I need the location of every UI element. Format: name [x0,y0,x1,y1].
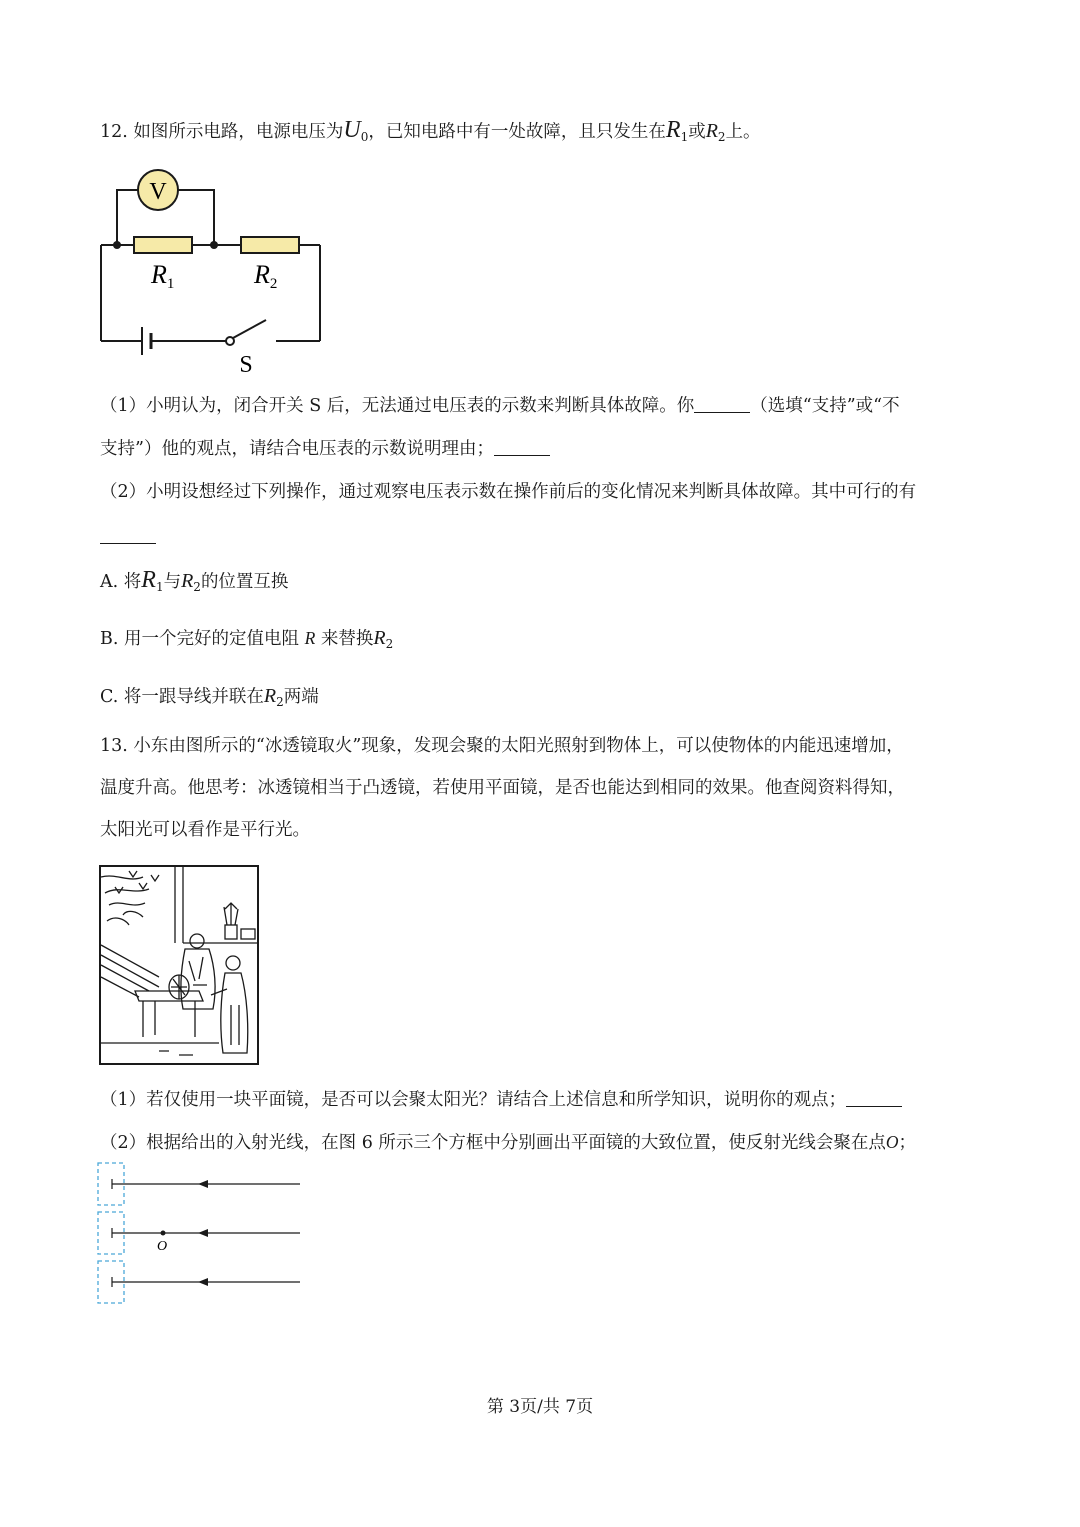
var-r1: R [665,117,681,143]
answer-blank[interactable] [846,1090,902,1107]
q13-line2: 温度升高。他思考：冰透镜相当于凸透镜，若使用平面镜，是否也能达到相同的效果。他查阅资料得知， [100,778,905,798]
point-o-ref: O [885,1132,899,1152]
ray-arrow [198,1180,208,1188]
answer-blank[interactable] [494,439,550,456]
q13-part1 [100,1088,902,1112]
option-b-pre: B. 用一个完好的定值电阻 [100,629,299,649]
var-r2: R [705,120,718,142]
q13-p1-text: （1）若仅使用一块平面镜，是否可以会聚太阳光？请结合上述信息和所学知识，说明你的观点； [100,1090,847,1110]
var-u0: U [343,117,361,143]
q12-stem [100,118,761,149]
junction-dot [113,241,121,249]
mirror-diagram [96,1160,306,1308]
q12-stem-pre: 12. 如图所示电路，电源电压为 [100,122,344,142]
var-r2: R [181,570,194,592]
point-o [161,1231,166,1236]
option-c [100,684,319,714]
q12-stem-mid: ，已知电路中有一处故障，且只发生在 [368,122,666,142]
option-a-pre: A. 将 [100,572,142,592]
ray-arrow [198,1278,208,1286]
voltmeter-label: V [149,179,167,205]
var-r2-sub: 2 [717,130,726,144]
q12-stem-end: 上。 [725,122,761,142]
var-r2-sub: 2 [385,637,394,651]
var-r2: R [263,685,277,707]
q12-p1-text-a: （1）小明认为，闭合开关 S 后，无法通过电压表的示数来判断具体故障。你 [100,396,695,416]
option-a-end: 的位置互换 [200,572,289,592]
option-b [100,626,393,656]
junction-dot [210,241,218,249]
point-o-label: O [157,1239,168,1254]
q13-p2-text: （2）根据给出的入射光线，在图 6 所示三个方框中分别画出平面镜的大致位置，使反射光线会聚在点 [100,1133,886,1153]
page-footer: 第 3页/共 7页 [486,1397,594,1417]
r2-label: R2 [254,260,278,292]
option-b-mid: 来替换 [320,629,374,649]
q12-p1-text-b: （选填“支持”或“不 [750,396,900,416]
answer-blank[interactable] [100,527,156,544]
q12-part1-line1 [100,394,900,418]
switch-label: S [239,352,253,378]
q12-p1-text-c: 支持”）他的观点，请结合电压表的示数说明理由； [100,439,494,459]
var-r1: R [141,567,156,593]
var-u0-sub: 0 [360,130,369,144]
circuit-diagram [96,165,336,380]
var-r2-sub: 2 [193,580,201,594]
var-r2-sub: 2 [276,695,284,709]
q13-part2 [100,1130,916,1155]
var-r2: R [373,627,386,649]
q12-part2-line1: （2）小明设想经过下列操作，通过观察电压表示数在操作前后的变化情况来判断具体故障。其中可行的有 [100,482,917,502]
option-a [100,568,288,599]
option-c-end: 两端 [283,687,319,707]
resistor-r1 [134,237,192,253]
switch-contact [226,337,234,345]
ice-lens-illustration [99,865,259,1065]
option-a-mid: 与 [163,572,182,592]
var-r: R [304,628,316,648]
q13-p2-end: ； [898,1133,917,1153]
q13-line1: 13. 小东由图所示的“冰透镜取火”现象，发现会聚的太阳光照射到物体上，可以使物体的内能迅速增加， [100,736,904,756]
option-c-pre: C. 将一跟导线并联在 [100,687,264,707]
var-r1-sub: 1 [155,580,164,594]
q13-line3: 太阳光可以看作是平行光。 [100,820,310,840]
var-r1-sub: 1 [680,130,689,144]
ray-arrow [198,1229,208,1237]
resistor-r2 [241,237,299,253]
r1-label: R1 [151,260,175,292]
q12-or: 或 [688,122,706,142]
q12-part1-line2 [100,437,550,461]
answer-blank[interactable] [694,396,750,413]
